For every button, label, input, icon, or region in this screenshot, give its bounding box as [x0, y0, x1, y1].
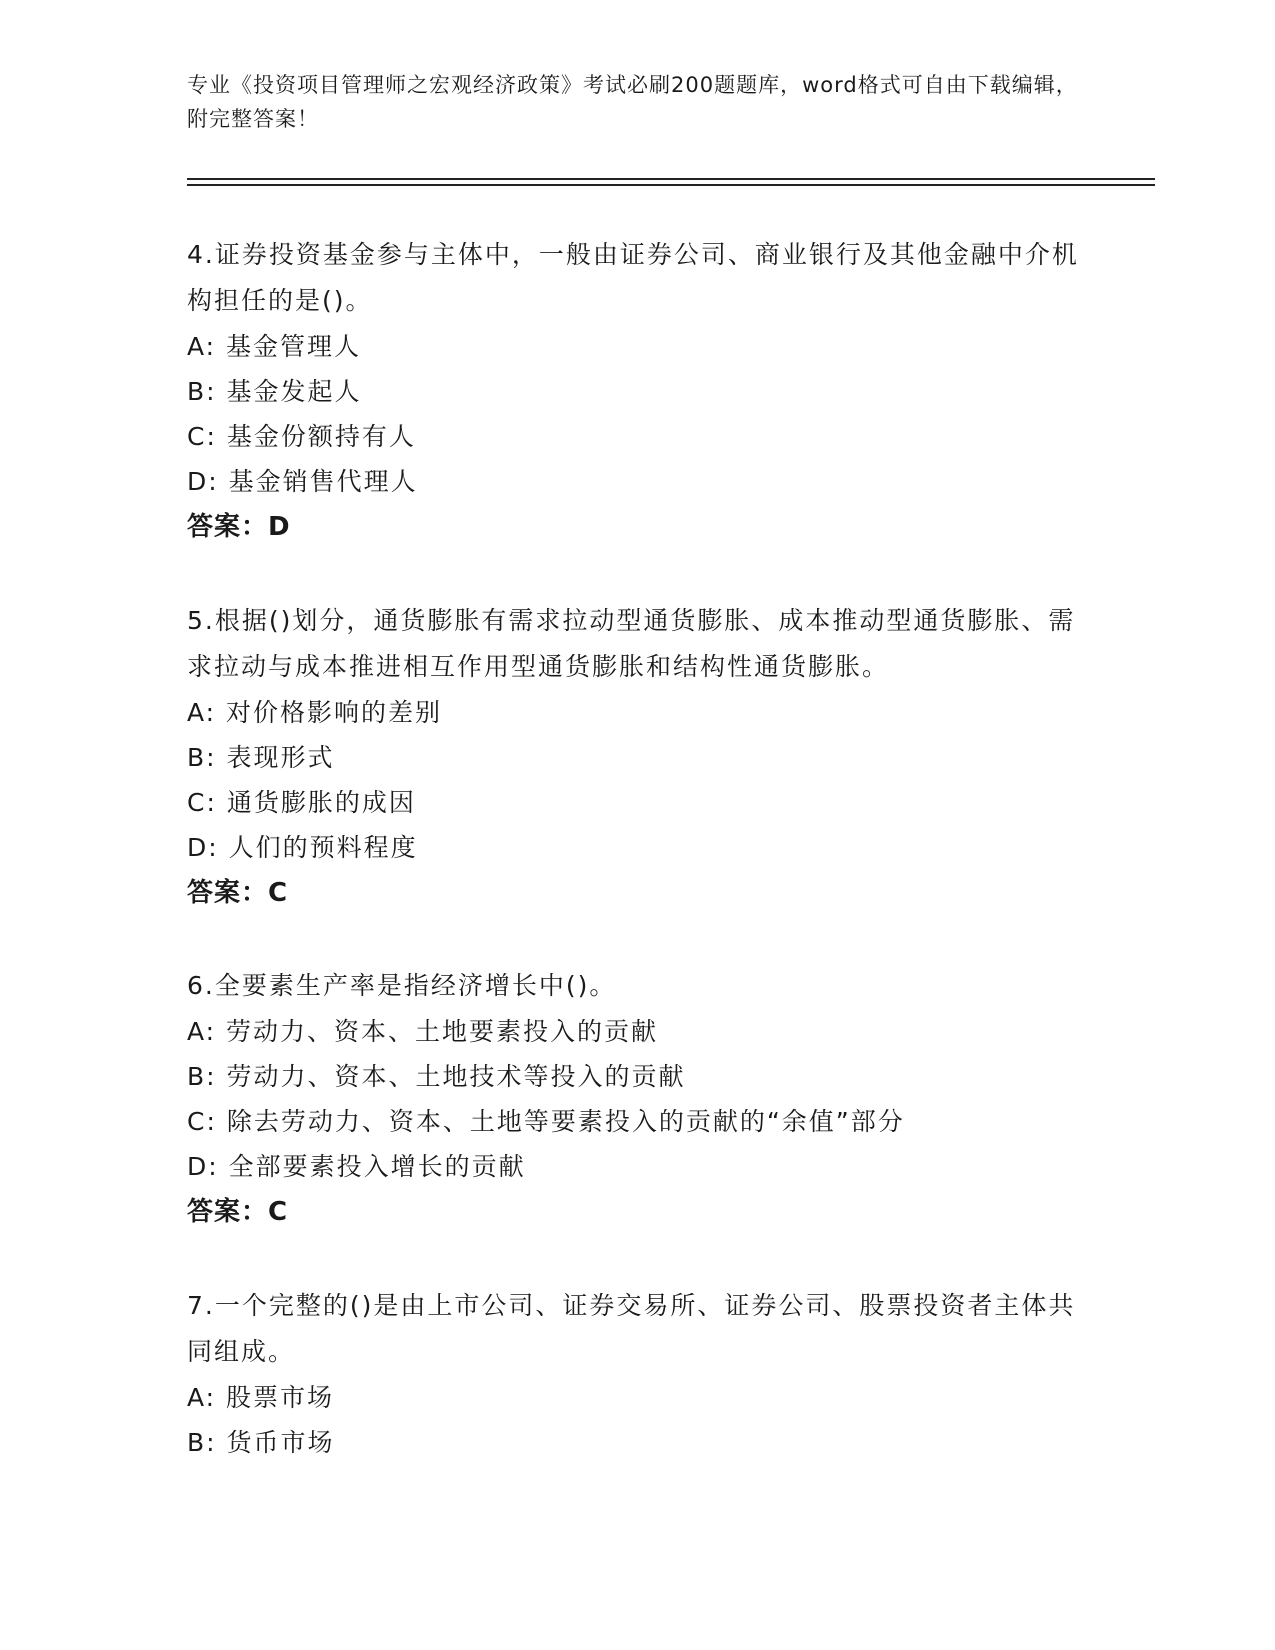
option-c: C: 除去劳动力、资本、土地等要素投入的贡献的“余值”部分: [187, 1107, 905, 1136]
option-a: A: 基金管理人: [187, 332, 362, 361]
answer-line: 答案：C: [187, 1197, 289, 1227]
option-a: A: 对价格影响的差别: [187, 698, 443, 727]
question-7: [187, 1283, 1087, 1465]
option-b: B: 基金发起人: [187, 377, 362, 406]
option-b: B: 劳动力、资本、土地技术等投入的贡献: [187, 1062, 686, 1091]
option-d: D: 基金销售代理人: [187, 467, 418, 496]
answer-line: 答案：D: [187, 512, 291, 542]
option-c: C: 通货膨胀的成因: [187, 788, 416, 817]
document-header: 专业《投资项目管理师之宏观经济政策》考试必刷200题题库，word格式可自由下载编辑，附完整答案！: [187, 73, 1078, 131]
question-4: [187, 232, 1087, 550]
option-d: D: 人们的预料程度: [187, 833, 418, 862]
option-a: A: 股票市场: [187, 1383, 335, 1412]
question-stem: 4.证券投资基金参与主体中，一般由证券公司、商业银行及其他金融中介机构担任的是()。: [187, 240, 1079, 315]
question-stem: 6.全要素生产率是指经济增长中()。: [187, 971, 617, 1000]
answer-line: 答案：C: [187, 878, 289, 908]
option-b: B: 表现形式: [187, 743, 335, 772]
option-d: D: 全部要素投入增长的贡献: [187, 1152, 526, 1181]
question-stem: 5.根据()划分，通货膨胀有需求拉动型通货膨胀、成本推动型通货膨胀、需求拉动与成本推进相互作用型通货膨胀和结构性通货膨胀。: [187, 606, 1076, 681]
header-divider-bottom: [187, 184, 1155, 186]
question-6: [187, 963, 1087, 1235]
question-stem: 7.一个完整的()是由上市公司、证券交易所、证券公司、股票投资者主体共同组成。: [187, 1291, 1076, 1366]
option-a: A: 劳动力、资本、土地要素投入的贡献: [187, 1017, 659, 1046]
option-b: B: 货币市场: [187, 1428, 335, 1457]
question-5: [187, 598, 1087, 916]
header-divider-top: [187, 178, 1155, 180]
option-c: C: 基金份额持有人: [187, 422, 416, 451]
